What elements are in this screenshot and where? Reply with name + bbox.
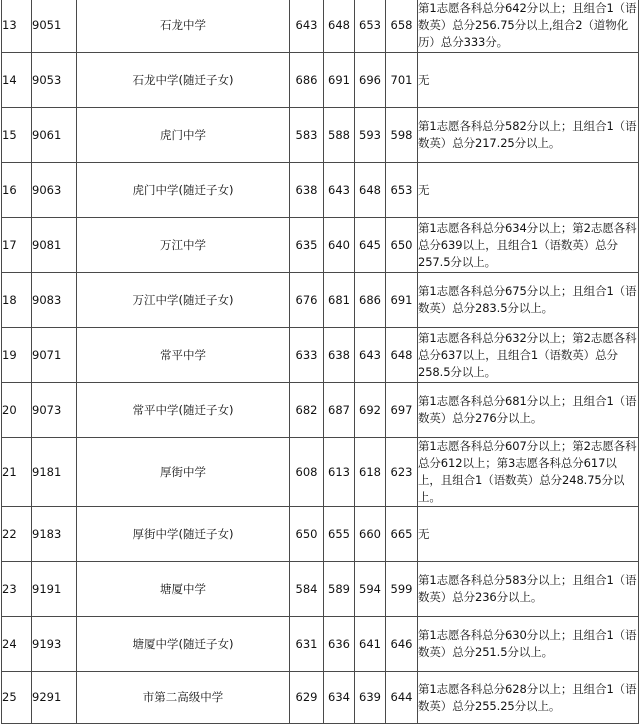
school-name-cell: 常平中学(随迁子女) bbox=[77, 383, 290, 438]
table-body bbox=[2, 0, 639, 724]
score-cell-4: 650 bbox=[386, 218, 418, 273]
score-cell-2: 638 bbox=[324, 328, 355, 383]
seq-cell: 20 bbox=[2, 383, 32, 438]
school-name-cell: 塘厦中学(随迁子女) bbox=[77, 617, 290, 672]
score-cell-2: 655 bbox=[324, 507, 355, 562]
seq-cell: 22 bbox=[2, 507, 32, 562]
score-cell-3: 686 bbox=[355, 273, 386, 328]
table-row bbox=[2, 108, 639, 163]
school-code-cell: 9081 bbox=[32, 218, 77, 273]
table-row bbox=[2, 383, 639, 438]
score-cell-2: 634 bbox=[324, 672, 355, 724]
table-row bbox=[2, 438, 639, 507]
school-code-cell: 9073 bbox=[32, 383, 77, 438]
score-cell-4: 648 bbox=[386, 328, 418, 383]
school-name-cell: 虎门中学 bbox=[77, 108, 290, 163]
score-cell-4: 644 bbox=[386, 672, 418, 724]
score-cell-1: 633 bbox=[290, 328, 324, 383]
school-code-cell: 9063 bbox=[32, 163, 77, 218]
school-name-cell: 万江中学 bbox=[77, 218, 290, 273]
seq-cell: 18 bbox=[2, 273, 32, 328]
score-cell-1: 676 bbox=[290, 273, 324, 328]
table-row bbox=[2, 0, 639, 53]
school-name-cell: 石龙中学(随迁子女) bbox=[77, 53, 290, 108]
seq-cell: 25 bbox=[2, 672, 32, 724]
score-cell-2: 589 bbox=[324, 562, 355, 617]
school-code-cell: 9061 bbox=[32, 108, 77, 163]
school-code-cell: 9183 bbox=[32, 507, 77, 562]
table-row bbox=[2, 562, 639, 617]
requirement-note-cell: 无 bbox=[418, 53, 639, 108]
table-row bbox=[2, 218, 639, 273]
school-name-cell: 厚街中学 bbox=[77, 438, 290, 507]
requirement-note-cell: 第1志愿各科总分582分以上；且组合1（语数英）总分217.25分以上。 bbox=[418, 108, 639, 163]
school-code-cell: 9193 bbox=[32, 617, 77, 672]
school-code-cell: 9291 bbox=[32, 672, 77, 724]
score-cell-3: 645 bbox=[355, 218, 386, 273]
score-cell-3: 696 bbox=[355, 53, 386, 108]
score-cell-1: 629 bbox=[290, 672, 324, 724]
school-name-cell: 虎门中学(随迁子女) bbox=[77, 163, 290, 218]
requirement-note-cell: 无 bbox=[418, 507, 639, 562]
score-cell-4: 658 bbox=[386, 0, 418, 53]
score-cell-3: 594 bbox=[355, 562, 386, 617]
table-row bbox=[2, 507, 639, 562]
score-cell-1: 631 bbox=[290, 617, 324, 672]
score-cell-4: 646 bbox=[386, 617, 418, 672]
score-cell-1: 686 bbox=[290, 53, 324, 108]
score-cell-2: 681 bbox=[324, 273, 355, 328]
score-cell-3: 648 bbox=[355, 163, 386, 218]
requirement-note-cell: 无 bbox=[418, 163, 639, 218]
school-code-cell: 9083 bbox=[32, 273, 77, 328]
requirement-note-cell: 第1志愿各科总分681分以上；且组合1（语数英）总分276分以上。 bbox=[418, 383, 639, 438]
score-cell-4: 665 bbox=[386, 507, 418, 562]
school-name-cell: 石龙中学 bbox=[77, 0, 290, 53]
table-row bbox=[2, 273, 639, 328]
score-cell-2: 691 bbox=[324, 53, 355, 108]
table-row bbox=[2, 163, 639, 218]
seq-cell: 14 bbox=[2, 53, 32, 108]
school-name-cell: 厚街中学(随迁子女) bbox=[77, 507, 290, 562]
score-cell-1: 638 bbox=[290, 163, 324, 218]
score-cell-3: 618 bbox=[355, 438, 386, 507]
requirement-note-cell: 第1志愿各科总分628分以上；且组合1（语数英）总分255.25分以上。 bbox=[418, 672, 639, 724]
school-code-cell: 9191 bbox=[32, 562, 77, 617]
seq-cell: 16 bbox=[2, 163, 32, 218]
seq-cell: 21 bbox=[2, 438, 32, 507]
score-cell-2: 588 bbox=[324, 108, 355, 163]
score-cell-1: 635 bbox=[290, 218, 324, 273]
score-cell-2: 687 bbox=[324, 383, 355, 438]
score-cell-1: 682 bbox=[290, 383, 324, 438]
score-cell-2: 613 bbox=[324, 438, 355, 507]
school-code-cell: 9051 bbox=[32, 0, 77, 53]
requirement-note-cell: 第1志愿各科总分583分以上；且组合1（语数英）总分236分以上。 bbox=[418, 562, 639, 617]
table-row bbox=[2, 672, 639, 724]
seq-cell: 15 bbox=[2, 108, 32, 163]
school-code-cell: 9053 bbox=[32, 53, 77, 108]
score-cell-1: 584 bbox=[290, 562, 324, 617]
table-row bbox=[2, 328, 639, 383]
score-cell-2: 636 bbox=[324, 617, 355, 672]
seq-cell: 24 bbox=[2, 617, 32, 672]
score-cell-2: 648 bbox=[324, 0, 355, 53]
requirement-note-cell: 第1志愿各科总分642分以上；且组合1（语数英）总分256.75分以上,组合2（道物化历）总分333分。 bbox=[418, 0, 639, 53]
school-code-cell: 9071 bbox=[32, 328, 77, 383]
score-cell-2: 643 bbox=[324, 163, 355, 218]
score-cell-3: 660 bbox=[355, 507, 386, 562]
score-cell-1: 650 bbox=[290, 507, 324, 562]
score-cell-4: 599 bbox=[386, 562, 418, 617]
score-cell-3: 653 bbox=[355, 0, 386, 53]
score-cell-1: 583 bbox=[290, 108, 324, 163]
requirement-note-cell: 第1志愿各科总分607分以上；第2志愿各科总分612以上；第3志愿各科总分617以上，且组合1（语数英）总分248.75分以上。 bbox=[418, 438, 639, 507]
seq-cell: 19 bbox=[2, 328, 32, 383]
admission-score-table bbox=[1, 0, 639, 724]
school-name-cell: 市第二高级中学 bbox=[77, 672, 290, 724]
requirement-note-cell: 第1志愿各科总分634分以上；第2志愿各科总分639以上，且组合1（语数英）总分257.5分以上。 bbox=[418, 218, 639, 273]
score-cell-4: 653 bbox=[386, 163, 418, 218]
requirement-note-cell: 第1志愿各科总分632分以上；第2志愿各科总分637以上，且组合1（语数英）总分258.5分以上。 bbox=[418, 328, 639, 383]
score-cell-4: 623 bbox=[386, 438, 418, 507]
score-cell-3: 643 bbox=[355, 328, 386, 383]
score-cell-1: 643 bbox=[290, 0, 324, 53]
requirement-note-cell: 第1志愿各科总分630分以上；且组合1（语数英）总分251.5分以上。 bbox=[418, 617, 639, 672]
score-cell-3: 639 bbox=[355, 672, 386, 724]
school-name-cell: 万江中学(随迁子女) bbox=[77, 273, 290, 328]
requirement-note-cell: 第1志愿各科总分675分以上；且组合1（语数英）总分283.5分以上。 bbox=[418, 273, 639, 328]
school-code-cell: 9181 bbox=[32, 438, 77, 507]
score-cell-4: 598 bbox=[386, 108, 418, 163]
score-cell-4: 691 bbox=[386, 273, 418, 328]
table-row bbox=[2, 53, 639, 108]
school-name-cell: 常平中学 bbox=[77, 328, 290, 383]
score-cell-3: 641 bbox=[355, 617, 386, 672]
score-cell-1: 608 bbox=[290, 438, 324, 507]
seq-cell: 13 bbox=[2, 0, 32, 53]
table-row bbox=[2, 617, 639, 672]
score-cell-4: 697 bbox=[386, 383, 418, 438]
score-cell-2: 640 bbox=[324, 218, 355, 273]
school-name-cell: 塘厦中学 bbox=[77, 562, 290, 617]
score-cell-3: 692 bbox=[355, 383, 386, 438]
seq-cell: 23 bbox=[2, 562, 32, 617]
seq-cell: 17 bbox=[2, 218, 32, 273]
score-cell-4: 701 bbox=[386, 53, 418, 108]
score-cell-3: 593 bbox=[355, 108, 386, 163]
